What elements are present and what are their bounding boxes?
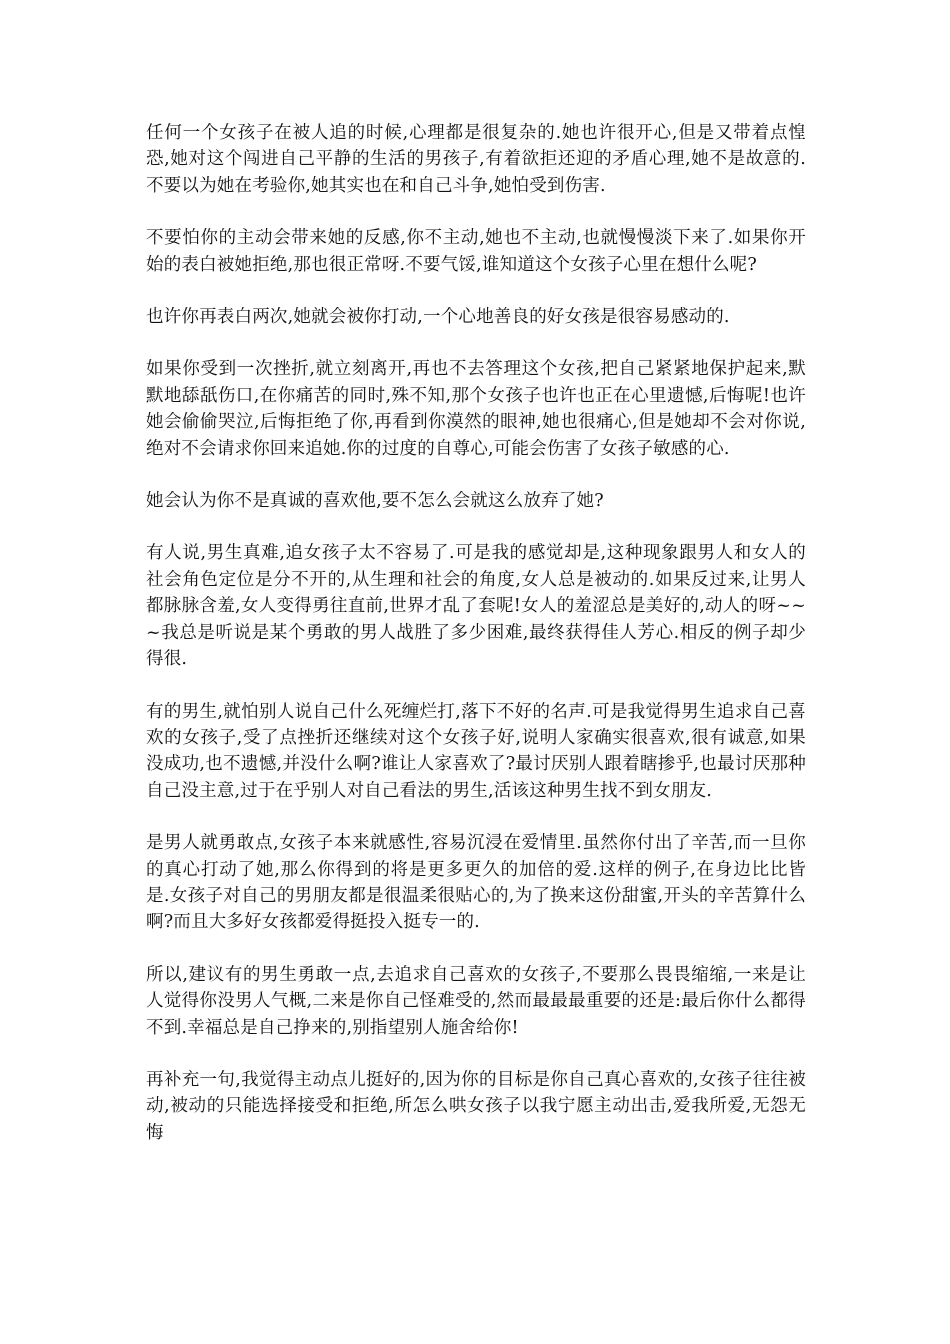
paragraph: 任何一个女孩子在被人追的时候,心理都是很复杂的.她也许很开心,但是又带着点惶恐,她对这个闯进自己平静的生活的男孩子,有着欲拒还迎的矛盾心理,她不是故意的.不要以为她在考验你,她其实也在和自己斗争,她怕受到伤害.: [146, 123, 806, 196]
paragraph: 有人说,男生真难,追女孩子太不容易了.可是我的感觉却是,这种现象跟男人和女人的社会角色定位是分不开的,从生理和社会的角度,女人总是被动的.如果反过来,让男人都脉脉含羞,女人变得勇往直前,世界才乱了套呢!女人的羞涩总是美好的,动人的呀~~~我总是听说是某个勇敢的男人战胜了多少困难,最终获得佳人芳心.相反的例子却少得很.: [146, 543, 806, 670]
paragraph: 有的男生,就怕别人说自己什么死缠烂打,落下不好的名声.可是我觉得男生追求自己喜欢的女孩子,受了点挫折还继续对这个女孩子好,说明人家确实很喜欢,很有诚意,如果没成功,也不遗憾,并没什么啊?谁让人家喜欢了?最讨厌别人跟着瞎掺乎,也最讨厌那种自己没主意,过于在乎别人对自己看法的男生,活该这种男生找不到女朋友.: [146, 701, 806, 801]
paragraph: 不要怕你的主动会带来她的反感,你不主动,她也不主动,也就慢慢淡下来了.如果你开始的表白被她拒绝,那也很正常呀.不要气馁,谁知道这个女孩子心里在想什么呢?: [146, 228, 806, 275]
paragraph: 是男人就勇敢点,女孩子本来就感性,容易沉浸在爱情里.虽然你付出了辛苦,而一旦你的真心打动了她,那么你得到的将是更多更久的加倍的爱.这样的例子,在身边比比皆是.女孩子对自己的男朋友都是很温柔很贴心的,为了换来这份甜蜜,开头的辛苦算什么啊?而且大多好女孩都爱得挺投入挺专一的.: [146, 833, 806, 933]
paragraph: 也许你再表白两次,她就会被你打动,一个心地善良的好女孩是很容易感动的.: [146, 307, 730, 328]
paragraph: 再补充一句,我觉得主动点儿挺好的,因为你的目标是你自己真心喜欢的,女孩子往往被动,被动的只能选择接受和拒绝,所怎么哄女孩子以我宁愿主动出击,爱我所爱,无怨无悔: [146, 1069, 806, 1143]
paragraph: 如果你受到一次挫折,就立刻离开,再也不去答理这个女孩,把自己紧紧地保护起来,默默地舔舐伤口,在你痛苦的同时,殊不知,那个女孩子也许也正在心里遗憾,后悔呢!也许她会偷偷哭泣,后悔拒绝了你,再看到你漠然的眼神,她也很痛心,但是她却不会对你说,绝对不会请求你回来追她.你的过度的自尊心,可能会伤害了女孩子敏感的心.: [146, 359, 806, 459]
paragraph: 所以,建议有的男生勇敢一点,去追求自己喜欢的女孩子,不要那么畏畏缩缩,一来是让人觉得你没男人气概,二来是你自己怪难受的,然而最最最重要的还是:最后你什么都得不到.幸福总是自己挣来的,别指望别人施舍给你!: [146, 964, 806, 1038]
paragraph: 她会认为你不是真诚的喜欢他,要不怎么会就这么放弃了她?: [146, 491, 604, 512]
article-body: [146, 120, 806, 1172]
